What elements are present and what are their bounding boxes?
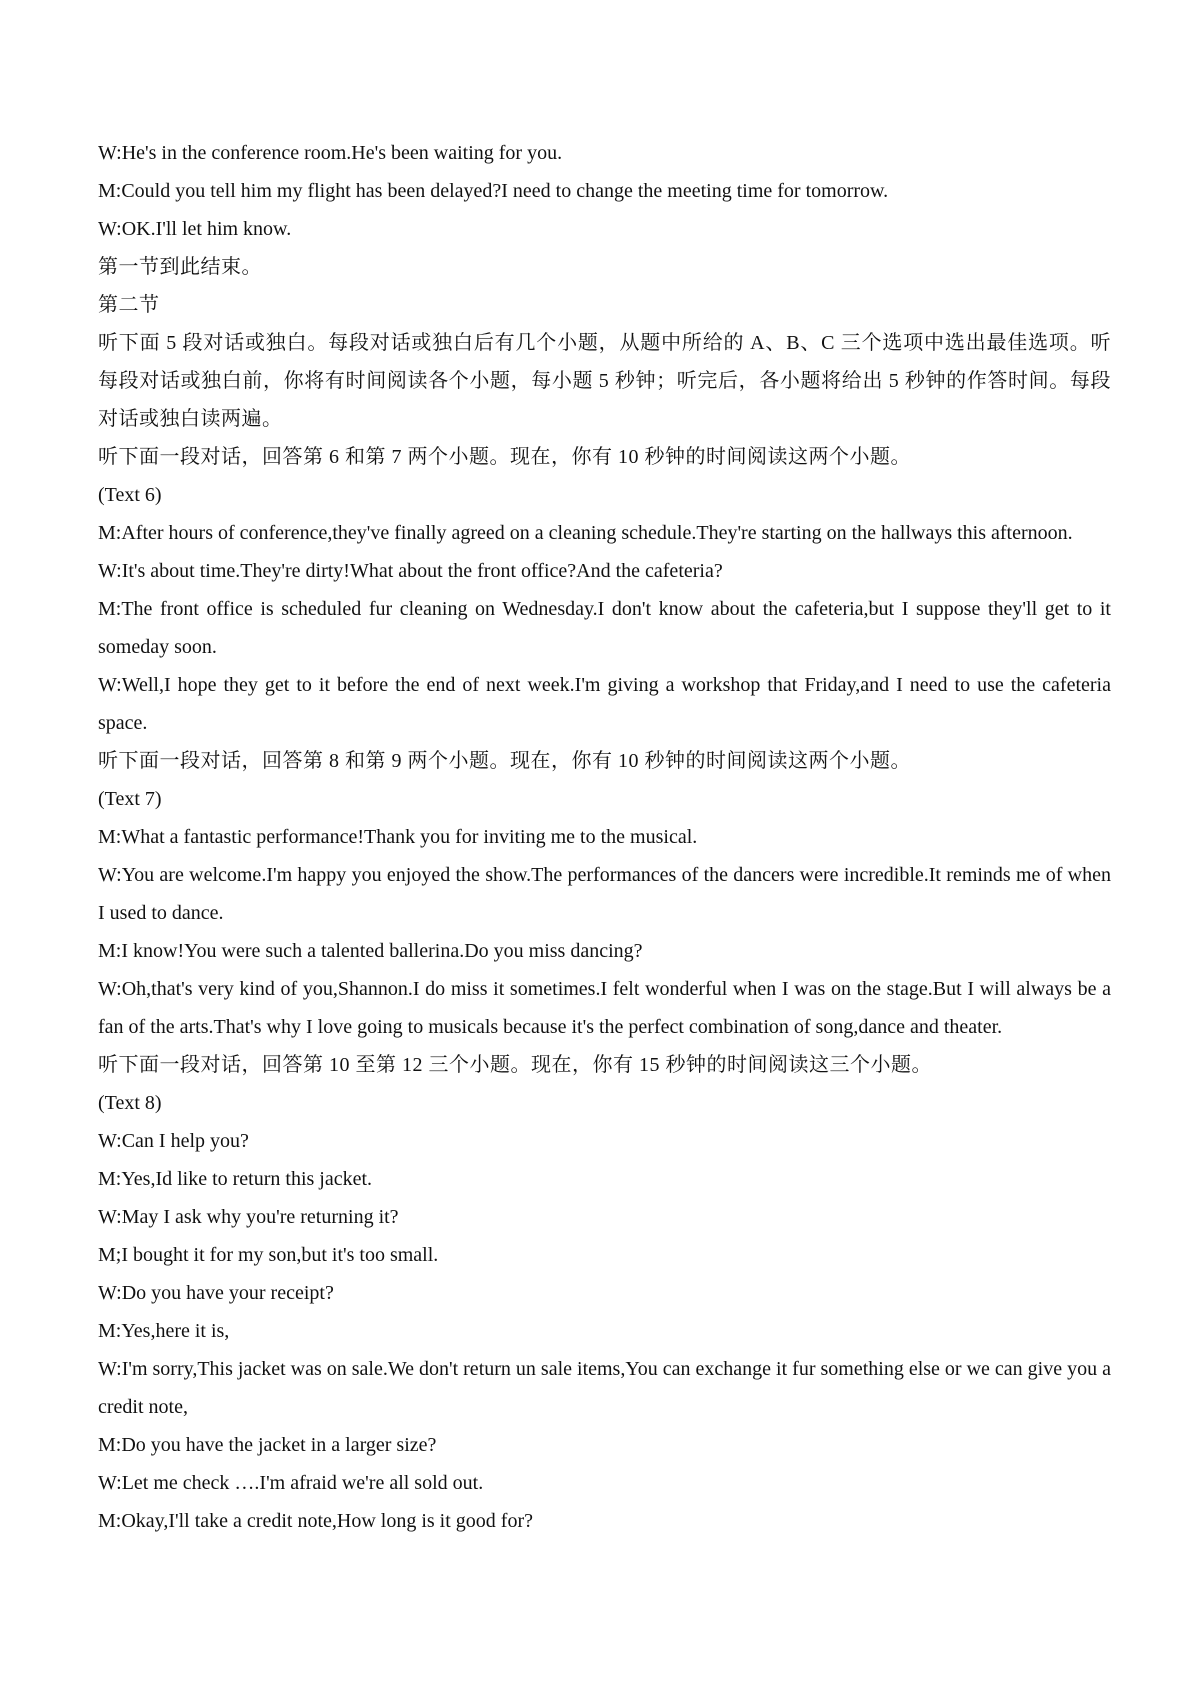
dialogue-line: W:May I ask why you're returning it?: [98, 1206, 399, 1228]
section-instructions: 听下面 5 段对话或独白。每段对话或独白后有几个小题，从题中所给的 A、B、C 三个选项中选出最佳选项。听每段对话或独白前，你将有时间阅读各个小题，每小题 5 秒钟；听完后，各小题将给出 5 秒钟的作答时间。每段对话或独白读两遍。: [98, 332, 1111, 430]
dialogue-line: M:I know!You were such a talented ballerina.Do you miss dancing?: [98, 940, 643, 962]
text-label: (Text 8): [98, 1092, 162, 1114]
dialogue-line: M:Do you have the jacket in a larger size?: [98, 1434, 437, 1456]
dialogue-line: W:Do you have your receipt?: [98, 1282, 334, 1304]
dialogue-line: W:Can I help you?: [98, 1130, 249, 1152]
dialogue-line: M:What a fantastic performance!Thank you for inviting me to the musical.: [98, 826, 698, 848]
section-heading: 第二节: [98, 294, 160, 316]
dialogue-line: M:Yes,here it is,: [98, 1320, 230, 1342]
question-instruction: 听下面一段对话，回答第 8 和第 9 两个小题。现在，你有 10 秒钟的时间阅读这两个小题。: [98, 750, 911, 772]
dialogue-line: W:Oh,that's very kind of you,Shannon.I do miss it sometimes.I felt wonderful when I was on the stage.But I will always be a fan of the arts.That's why I love going to musicals because it's the perfect combination of song,dance and theater.: [98, 978, 1111, 1038]
dialogue-line: M;I bought it for my son,but it's too small.: [98, 1244, 439, 1266]
question-instruction: 听下面一段对话，回答第 6 和第 7 两个小题。现在，你有 10 秒钟的时间阅读这两个小题。: [98, 446, 911, 468]
section-end-note: 第一节到此结束。: [98, 256, 262, 278]
dialogue-line: M:Okay,I'll take a credit note,How long is it good for?: [98, 1510, 533, 1532]
dialogue-line: W:Well,I hope they get to it before the end of next week.I'm giving a workshop that Friday,and I need to use the cafeteria space.: [98, 674, 1111, 734]
dialogue-line: M:Yes,Id like to return this jacket.: [98, 1168, 373, 1190]
text-label: (Text 7): [98, 788, 162, 810]
dialogue-line: M:After hours of conference,they've finally agreed on a cleaning schedule.They're starting on the hallways this afternoon.: [98, 522, 1073, 544]
dialogue-line: W:Let me check ….I'm afraid we're all sold out.: [98, 1472, 484, 1494]
dialogue-line: W:I'm sorry,This jacket was on sale.We don't return un sale items,You can exchange it fur something else or we can give you a credit note,: [98, 1358, 1111, 1418]
dialogue-line: M:Could you tell him my flight has been delayed?I need to change the meeting time for tomorrow.: [98, 180, 889, 202]
dialogue-line: W:It's about time.They're dirty!What about the front office?And the cafeteria?: [98, 560, 723, 582]
dialogue-line: W:He's in the conference room.He's been waiting for you.: [98, 142, 563, 164]
dialogue-line: W:You are welcome.I'm happy you enjoyed the show.The performances of the dancers were incredible.It reminds me of when I used to dance.: [98, 864, 1111, 924]
question-instruction: 听下面一段对话，回答第 10 至第 12 三个小题。现在，你有 15 秒钟的时间阅读这三个小题。: [98, 1054, 932, 1076]
text-label: (Text 6): [98, 484, 162, 506]
document-body: [98, 134, 1111, 1540]
dialogue-line: W:OK.I'll let him know.: [98, 218, 292, 240]
dialogue-line: M:The front office is scheduled fur cleaning on Wednesday.I don't know about the cafeteria,but I suppose they'll get to it someday soon.: [98, 598, 1111, 658]
